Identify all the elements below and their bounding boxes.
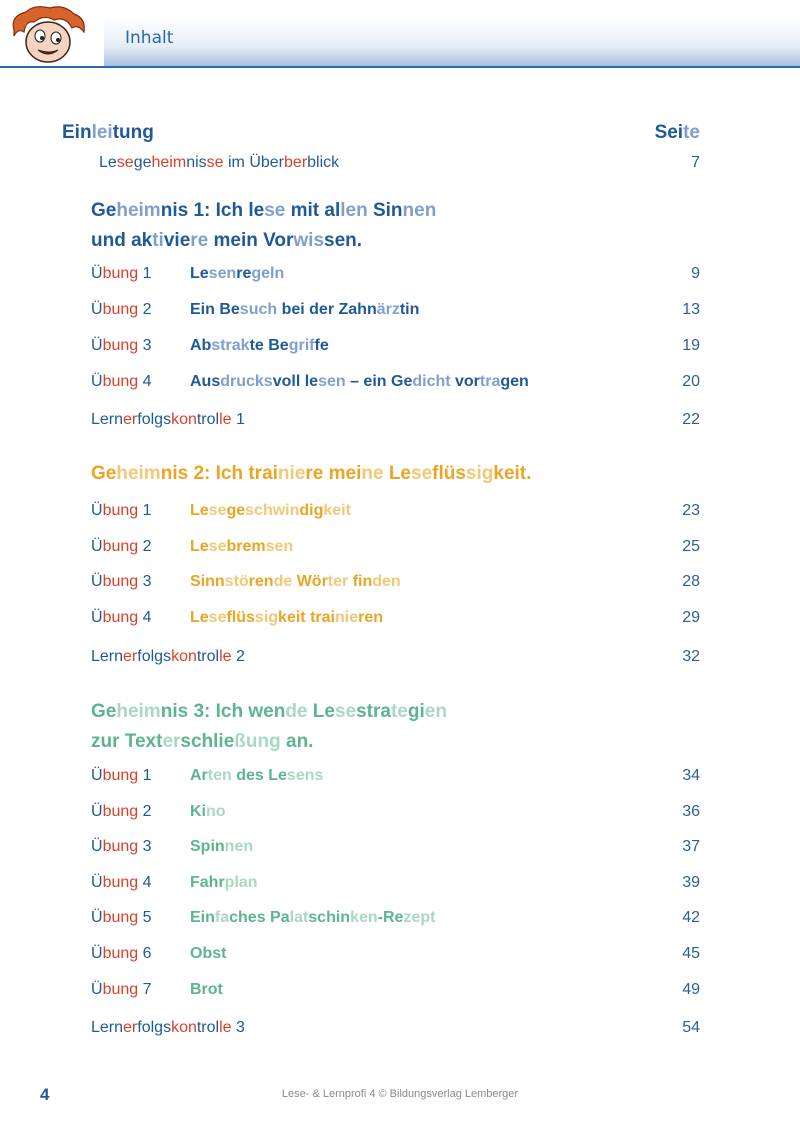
label-number: 2	[138, 301, 152, 318]
page-number: 34	[682, 767, 700, 784]
syllable: lei	[91, 122, 113, 143]
header-gradient-band	[104, 0, 800, 66]
syllable: fa	[214, 909, 230, 926]
label-number: 1	[138, 265, 152, 282]
syllable: bung	[102, 573, 139, 590]
syllable: Sin	[367, 200, 403, 221]
syllable: Ü	[91, 301, 103, 318]
exercise-label	[91, 874, 152, 892]
syllable: kon	[171, 411, 197, 428]
syllable: keit	[323, 502, 351, 519]
label-number: 3	[138, 838, 152, 855]
page-number: 36	[682, 803, 700, 820]
syllable: bung	[102, 337, 139, 354]
section-heading-secret-1	[91, 196, 436, 256]
syllable: Fahr	[190, 874, 225, 891]
syllable: folgs	[137, 411, 172, 428]
page-number: 54	[682, 1019, 700, 1036]
syllable: Ü	[91, 337, 103, 354]
syllable: Lern	[91, 648, 124, 665]
heading-line	[91, 697, 447, 727]
syllable: er	[123, 411, 138, 428]
syllable: flüs	[432, 463, 466, 484]
syllable: heim	[116, 200, 161, 221]
syllable: ßung	[234, 731, 281, 752]
heading-line	[91, 459, 531, 489]
syllable: bung	[102, 373, 139, 390]
toc-entry-exercise[interactable]	[190, 265, 284, 283]
syllable: mein Vor	[208, 230, 294, 251]
syllable: schlie	[180, 731, 235, 752]
syllable: Le	[190, 265, 209, 282]
syllable: Wör	[292, 573, 328, 590]
toc-entry-intro[interactable]	[99, 154, 339, 172]
syllable: se	[264, 200, 286, 221]
syllable: te	[683, 122, 700, 143]
syllable: Ü	[91, 573, 103, 590]
syllable: Ü	[91, 265, 103, 282]
syllable: sens	[286, 767, 324, 784]
syllable: Ein	[62, 122, 92, 143]
page-number: 42	[682, 909, 700, 926]
toc-entry-exercise[interactable]	[190, 301, 419, 319]
syllable: drucks	[220, 373, 273, 390]
syllable: bung	[102, 945, 139, 962]
syllable: er	[162, 731, 181, 752]
syllable: tin	[399, 301, 420, 318]
syllable: geln	[251, 265, 285, 282]
syllable: Ge	[91, 463, 117, 484]
syllable: Ge	[91, 200, 117, 221]
syllable: ne	[361, 463, 384, 484]
syllable: le	[219, 648, 232, 665]
syllable: Ein Be	[190, 301, 240, 318]
section-heading-secret-2	[91, 459, 531, 489]
page-number: 49	[682, 981, 700, 998]
footer-copyright: Lese- & Lernprofi 4 © Bildungsverlag Lemberger	[281, 1088, 519, 1100]
mascot-face-icon	[4, 2, 90, 66]
exercise-label	[91, 909, 152, 927]
syllable: tra	[479, 373, 501, 390]
syllable: sen	[318, 373, 346, 390]
syllable: nis 1: Ich le	[160, 200, 265, 221]
syllable: im	[223, 154, 250, 171]
syllable: de	[273, 573, 293, 590]
syllable: heim	[151, 154, 187, 171]
exercise-label	[91, 538, 152, 556]
syllable: trol	[196, 1019, 220, 1036]
exercise-label	[91, 609, 152, 627]
toc-entry-exercise[interactable]	[190, 945, 226, 963]
syllable: Ge	[91, 701, 117, 722]
syllable: Ü	[91, 945, 103, 962]
syllable: se	[411, 463, 433, 484]
syllable: Ein	[190, 909, 215, 926]
page-number: 29	[682, 609, 700, 626]
syllable: se	[334, 701, 357, 722]
intro-heading	[62, 122, 154, 144]
syllable: Ü	[91, 609, 103, 626]
syllable: se	[116, 154, 134, 171]
syllable: Ki	[190, 803, 206, 820]
page-number: 7	[691, 154, 700, 171]
syllable: nie	[334, 609, 359, 626]
syllable: mit al	[285, 200, 341, 221]
syllable: heim	[116, 701, 161, 722]
syllable: Ab	[190, 337, 212, 354]
section-heading-secret-3	[91, 697, 447, 757]
toc-entry-learning-check[interactable]	[91, 648, 245, 666]
toc-entry-exercise[interactable]	[190, 538, 293, 556]
syllable: ge	[226, 502, 246, 519]
toc-entry-exercise[interactable]	[190, 981, 223, 999]
syllable: Ü	[91, 538, 103, 555]
syllable: keit.	[493, 463, 532, 484]
syllable: Ü	[91, 502, 103, 519]
exercise-label	[91, 337, 152, 355]
syllable: -Re	[377, 909, 404, 926]
syllable: plan	[224, 874, 258, 891]
label-number: 7	[138, 981, 152, 998]
page-number: 45	[682, 945, 700, 962]
toc-entry-learning-check[interactable]	[91, 1019, 245, 1037]
syllable: ren	[358, 609, 383, 626]
exercise-label	[91, 803, 152, 821]
page-number: 9	[691, 265, 700, 282]
page-number: 22	[682, 411, 700, 428]
label-number: 1	[231, 411, 245, 428]
syllable: – ein Ge	[345, 373, 413, 390]
syllable: den	[372, 573, 401, 590]
syllable: heim	[116, 463, 161, 484]
syllable: stö	[224, 573, 249, 590]
syllable: brem	[226, 538, 266, 555]
page-number: 20	[682, 373, 700, 390]
syllable: blick	[307, 154, 340, 171]
syllable: Sei	[654, 122, 684, 143]
heading-line	[91, 727, 447, 757]
syllable: Le	[383, 463, 411, 484]
exercise-label	[91, 573, 152, 591]
page-column-heading	[655, 122, 700, 144]
syllable: schwin	[245, 502, 300, 519]
syllable: Sinn	[190, 573, 225, 590]
header-divider	[0, 66, 800, 68]
exercise-label	[91, 838, 152, 856]
syllable: tung	[112, 122, 154, 143]
syllable: Le	[190, 538, 209, 555]
syllable: Ü	[91, 981, 103, 998]
syllable: se	[206, 154, 224, 171]
page-number: 39	[682, 874, 700, 891]
syllable: Aus	[190, 373, 221, 390]
syllable: gen	[500, 373, 529, 390]
syllable: Lern	[91, 411, 124, 428]
syllable: Über	[249, 154, 285, 171]
syllable: Le	[307, 701, 335, 722]
syllable: Le	[190, 502, 209, 519]
syllable: wis	[293, 230, 325, 251]
toc-entry-exercise[interactable]	[190, 337, 329, 355]
syllable: se	[208, 538, 227, 555]
syllable: ge	[133, 154, 152, 171]
syllable: len	[340, 200, 368, 221]
syllable: folgs	[137, 648, 172, 665]
exercise-label	[91, 767, 152, 785]
syllable: fe	[314, 337, 329, 354]
syllable: bung	[102, 265, 139, 282]
label-number: 5	[138, 909, 152, 926]
page-number: 23	[682, 502, 700, 519]
syllable: le	[219, 411, 232, 428]
label-number: 3	[138, 573, 152, 590]
syllable: Ü	[91, 909, 103, 926]
syllable: de	[285, 701, 308, 722]
syllable: sen.	[324, 230, 363, 251]
syllable: nis	[186, 154, 207, 171]
page-number: 37	[682, 838, 700, 855]
toc-entry-exercise[interactable]	[190, 502, 351, 520]
syllable: er	[123, 648, 138, 665]
syllable: flüs	[226, 609, 255, 626]
exercise-label	[91, 373, 152, 391]
syllable: bung	[102, 981, 139, 998]
syllable: Obst	[190, 945, 227, 962]
label-number: 6	[138, 945, 152, 962]
syllable: Spin	[190, 838, 225, 855]
syllable: des Le	[231, 767, 287, 784]
syllable: ter	[327, 573, 349, 590]
syllable: se	[208, 502, 227, 519]
toc-entry-exercise[interactable]	[190, 874, 258, 892]
label-number: 2	[231, 648, 245, 665]
toc-entry-exercise[interactable]	[190, 803, 226, 821]
syllable: Ü	[91, 838, 103, 855]
syllable: bung	[102, 538, 139, 555]
syllable: sig	[465, 463, 494, 484]
toc-entry-learning-check[interactable]	[91, 411, 245, 429]
syllable: Lern	[91, 1019, 124, 1036]
footer-page-number: 4	[40, 1085, 50, 1104]
label-number: 4	[138, 874, 152, 891]
syllable: ches Pa	[229, 909, 290, 926]
syllable: Ü	[91, 803, 103, 820]
exercise-label	[91, 301, 152, 319]
syllable: bung	[102, 502, 139, 519]
syllable: strak	[211, 337, 250, 354]
exercise-label	[91, 945, 152, 963]
page-number: 32	[682, 648, 700, 665]
label-number: 2	[138, 803, 152, 820]
syllable: ren	[248, 573, 274, 590]
toc-entry-exercise[interactable]	[190, 373, 529, 391]
page-header	[0, 0, 800, 68]
exercise-label	[91, 265, 152, 283]
syllable: re	[236, 265, 252, 282]
syllable: sen	[265, 538, 294, 555]
syllable: grif	[288, 337, 315, 354]
syllable: Brot	[190, 981, 223, 998]
label-number: 3	[231, 1019, 245, 1036]
syllable: re	[190, 230, 209, 251]
syllable: bung	[102, 803, 139, 820]
syllable: such	[239, 301, 278, 318]
toc-entry-exercise[interactable]	[190, 609, 383, 627]
heading-line	[91, 226, 436, 256]
syllable: Le	[190, 609, 209, 626]
syllable: gi	[407, 701, 425, 722]
syllable: nis 2: Ich trai	[160, 463, 278, 484]
syllable: ti	[152, 230, 164, 251]
label-number: 1	[138, 767, 152, 784]
exercise-label	[91, 981, 152, 999]
toc-entry-exercise[interactable]	[190, 573, 401, 591]
syllable: schin	[308, 909, 351, 926]
syllable: stra	[356, 701, 391, 722]
syllable: nis 3: Ich wen	[160, 701, 286, 722]
toc-entry-exercise[interactable]	[190, 909, 435, 927]
syllable: Le	[99, 154, 117, 171]
syllable: no	[206, 803, 226, 820]
syllable: te	[390, 701, 408, 722]
syllable: Ü	[91, 874, 103, 891]
label-number: 2	[138, 538, 152, 555]
syllable: trol	[196, 648, 220, 665]
syllable: Ü	[91, 373, 103, 390]
syllable: vie	[163, 230, 191, 251]
label-number: 4	[138, 373, 152, 390]
syllable: folgs	[137, 1019, 172, 1036]
syllable: se	[208, 609, 227, 626]
page-number: 28	[682, 573, 700, 590]
syllable: keit trai	[278, 609, 335, 626]
syllable: ärz	[376, 301, 400, 318]
syllable: Ar	[190, 767, 208, 784]
syllable: ten	[207, 767, 232, 784]
toc-entry-exercise[interactable]	[190, 838, 253, 856]
syllable: voll le	[272, 373, 319, 390]
syllable: zept	[403, 909, 436, 926]
syllable: bung	[102, 838, 139, 855]
syllable: re mei	[305, 463, 362, 484]
label-number: 4	[138, 609, 152, 626]
syllable: nen	[402, 200, 437, 221]
label-number: 3	[138, 337, 152, 354]
syllable: nie	[277, 463, 306, 484]
syllable: en	[424, 701, 447, 722]
page-number: 25	[682, 538, 700, 555]
syllable: trol	[196, 411, 220, 428]
syllable: kon	[171, 1019, 197, 1036]
page-number: 13	[682, 301, 700, 318]
syllable: er	[123, 1019, 138, 1036]
syllable: fin	[348, 573, 373, 590]
toc-entry-exercise[interactable]	[190, 767, 323, 785]
label-number: 1	[138, 502, 152, 519]
syllable: dicht	[412, 373, 451, 390]
syllable: vor	[450, 373, 480, 390]
syllable: te Be	[249, 337, 289, 354]
syllable: an.	[280, 731, 314, 752]
syllable: ber	[284, 154, 308, 171]
syllable: und ak	[91, 230, 153, 251]
syllable: bung	[102, 767, 139, 784]
syllable: le	[219, 1019, 232, 1036]
exercise-label	[91, 502, 152, 520]
syllable: zur Text	[91, 731, 163, 752]
syllable: Ü	[91, 767, 103, 784]
syllable: lat	[289, 909, 309, 926]
syllable: dig	[299, 502, 324, 519]
syllable: bung	[102, 874, 139, 891]
syllable: bung	[102, 301, 139, 318]
syllable: sig	[254, 609, 279, 626]
page-number: 19	[682, 337, 700, 354]
syllable: sen	[208, 265, 237, 282]
syllable: bei der Zahn	[277, 301, 377, 318]
page-title: Inhalt	[125, 28, 174, 48]
syllable: kon	[171, 648, 197, 665]
syllable: ken	[350, 909, 378, 926]
syllable: nen	[224, 838, 254, 855]
syllable: bung	[102, 609, 139, 626]
heading-line	[91, 196, 436, 226]
syllable: bung	[102, 909, 139, 926]
